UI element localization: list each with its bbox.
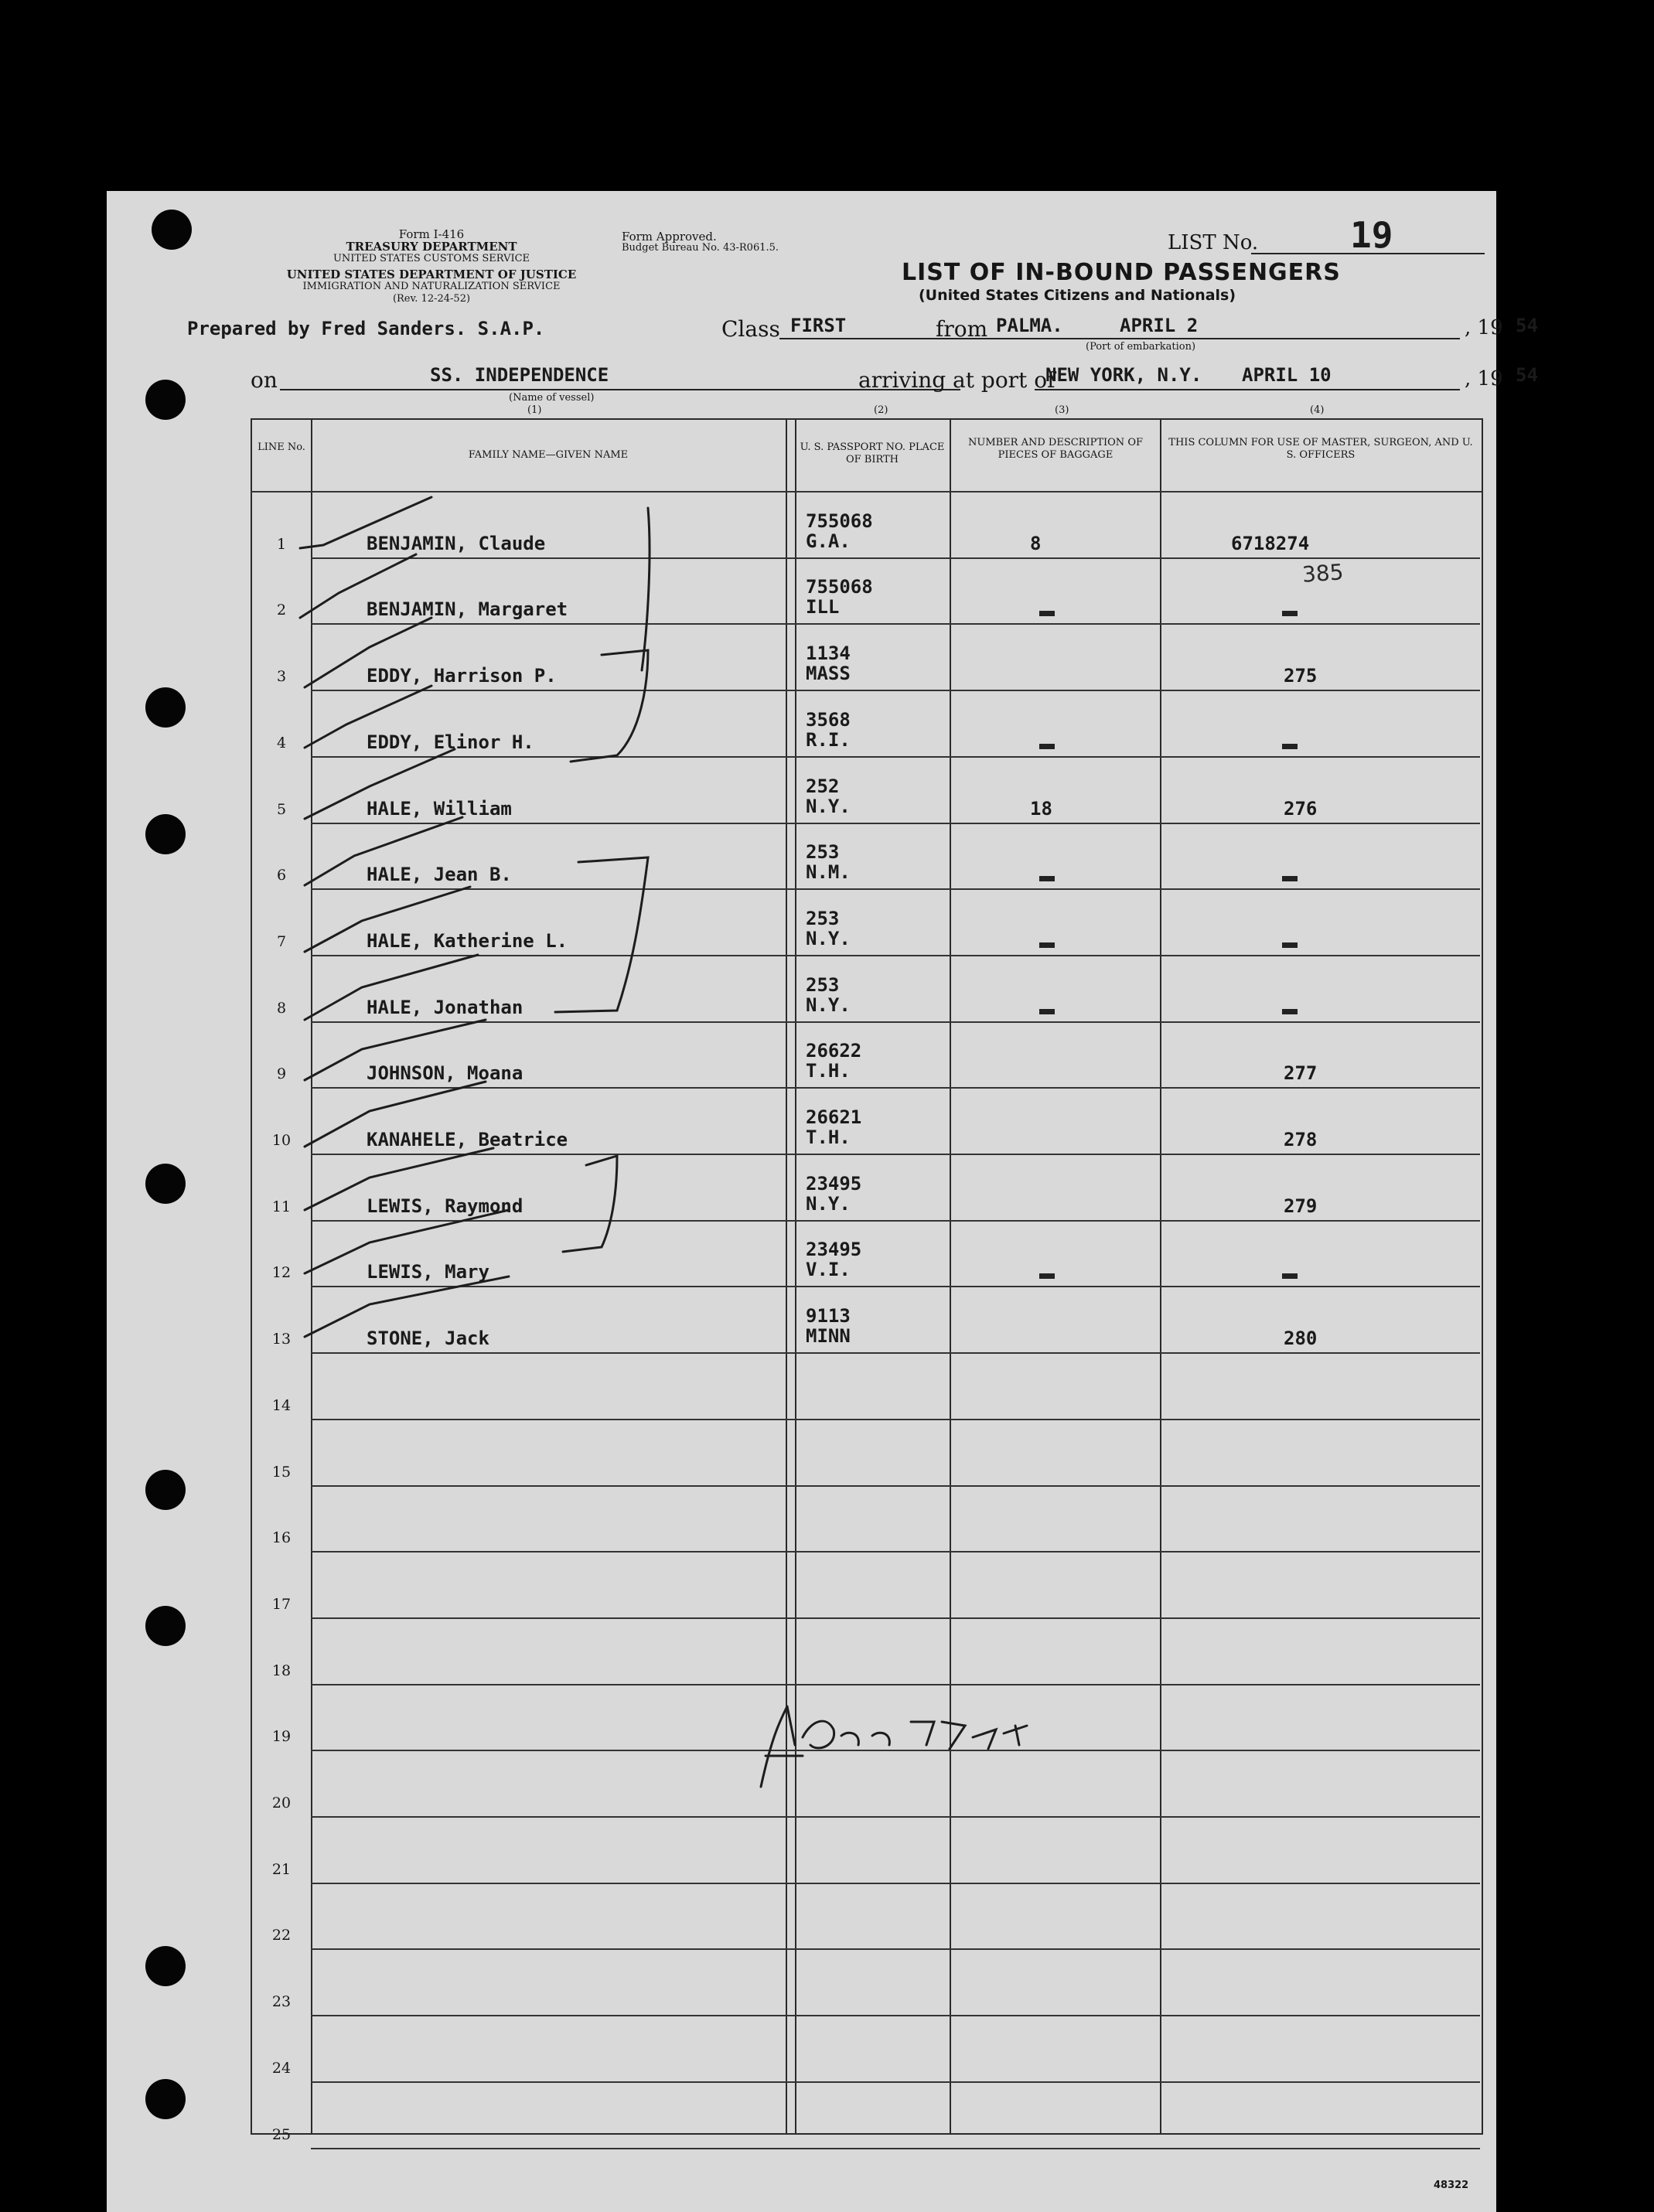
place-of-birth: R.I. <box>806 728 851 751</box>
passenger-name: HALE, William <box>367 797 512 820</box>
place-of-birth: V.I. <box>806 1259 851 1281</box>
passenger-name: BENJAMIN, Margaret <box>367 598 568 621</box>
header-baggage: NUMBER AND DESCRIPTION OF PIECES OF BAGGAGE <box>967 437 1143 461</box>
line-number: 13 <box>271 1331 292 1348</box>
form-revision: (Rev. 12-24-52) <box>392 293 471 305</box>
arrival-port: NEW YORK, N.Y. <box>1045 364 1202 386</box>
passport-number: 23495 <box>806 1172 862 1195</box>
department-justice: UNITED STATES DEPARTMENT OF JUSTICE <box>286 268 577 281</box>
place-of-birth: ILL <box>806 596 840 619</box>
line-number: 24 <box>271 2059 292 2077</box>
document-page <box>107 191 1538 2212</box>
passport-number: 252 <box>806 775 840 797</box>
passenger-name: LEWIS, Raymond <box>367 1195 523 1217</box>
year-1: 54 <box>1516 315 1538 336</box>
from-port: PALMA. <box>996 315 1063 336</box>
passenger-name: BENJAMIN, Claude <box>367 532 546 554</box>
header-passport: U. S. PASSPORT NO. PLACE OF BIRTH <box>800 441 945 465</box>
line-number: 4 <box>276 734 287 752</box>
line-number: 7 <box>276 932 287 950</box>
passport-number: 23495 <box>806 1239 862 1261</box>
handwritten-note-385: 385 <box>1301 559 1345 588</box>
baggage-count: 18 <box>1030 797 1052 820</box>
officers-entry: 275 <box>1284 665 1318 687</box>
officers-entry: 277 <box>1284 1062 1318 1085</box>
line-number: 18 <box>271 1662 292 1679</box>
year-2: 54 <box>1516 364 1538 386</box>
officers-entry: 6718274 <box>1231 532 1310 554</box>
department-treasury: TREASURY DEPARTMENT <box>346 240 517 254</box>
line-number: 11 <box>271 1198 292 1215</box>
form-number: Form I-416 <box>398 227 465 241</box>
passenger-name: STONE, Jack <box>367 1328 489 1350</box>
column-3-marker: (3) <box>1055 404 1069 416</box>
line-number: 22 <box>271 1927 292 1944</box>
port-of-embarkation-label: (Port of embarkation) <box>1086 341 1196 353</box>
place-of-birth: MINN <box>806 1325 851 1348</box>
department-immigration: IMMIGRATION AND NATURALIZATION SERVICE <box>302 281 561 292</box>
budget-bureau-number: Budget Bureau No. 43-R061.5. <box>622 242 779 254</box>
place-of-birth: N.M. <box>806 861 851 884</box>
line-number: 16 <box>271 1529 292 1547</box>
column-4-marker: (4) <box>1310 404 1325 416</box>
arrival-date: APRIL 10 <box>1242 364 1332 386</box>
from-label: from <box>936 316 988 342</box>
passenger-name: EDDY, Elinor H. <box>367 731 534 753</box>
line-number: 21 <box>271 1860 292 1878</box>
form-code: 48322 <box>1434 2180 1469 2191</box>
line-number: 5 <box>276 800 287 818</box>
place-of-birth: G.A. <box>806 530 851 552</box>
line-number: 1 <box>276 535 287 553</box>
class-label: Class <box>721 316 780 342</box>
place-of-birth: N.Y. <box>806 795 851 817</box>
passenger-name: JOHNSON, Moana <box>367 1062 523 1085</box>
line-number: 17 <box>271 1595 292 1613</box>
line-number: 9 <box>276 1065 287 1083</box>
header-officers: THIS COLUMN FOR USE OF MASTER, SURGEON, AND U. S. OFFICERS <box>1168 437 1473 461</box>
header-line-no: LINE No. <box>257 441 305 453</box>
place-of-birth: T.H. <box>806 1060 851 1082</box>
place-of-birth: N.Y. <box>806 927 851 949</box>
passport-number: 755068 <box>806 510 873 532</box>
officers-entry: 276 <box>1284 797 1318 820</box>
place-of-birth: N.Y. <box>806 1192 851 1215</box>
page-subtitle: (United States Citizens and Nationals) <box>919 287 1236 304</box>
line-number: 14 <box>271 1396 292 1414</box>
passenger-name: HALE, Jonathan <box>367 996 523 1018</box>
class-value: FIRST <box>790 315 847 336</box>
officers-entry: 279 <box>1284 1195 1318 1217</box>
handwritten-check-marks <box>107 191 1496 2212</box>
place-of-birth: T.H. <box>806 1126 851 1148</box>
passport-number: 26622 <box>806 1040 862 1062</box>
line-number: 19 <box>271 1728 292 1746</box>
passenger-name: LEWIS, Mary <box>367 1261 489 1283</box>
line-number: 3 <box>276 668 287 686</box>
passport-number: 1134 <box>806 642 851 665</box>
header-name: FAMILY NAME—GIVEN NAME <box>468 449 629 461</box>
line-number: 15 <box>271 1463 292 1481</box>
passport-number: 253 <box>806 973 840 996</box>
baggage-count: 8 <box>1030 532 1042 554</box>
vessel-name: SS. INDEPENDENCE <box>430 364 609 386</box>
line-number: 10 <box>271 1132 292 1149</box>
list-number-label: LIST No. <box>1168 231 1259 254</box>
line-number: 8 <box>276 999 287 1017</box>
passenger-name: HALE, Katherine L. <box>367 929 568 952</box>
year-prefix-1: , 19 <box>1465 316 1503 339</box>
page-title: LIST OF IN-BOUND PASSENGERS <box>902 259 1341 286</box>
arriving-label: arriving at port of <box>858 367 1055 393</box>
form-approved: Form Approved. <box>622 230 717 244</box>
vessel-name-label: (Name of vessel) <box>509 392 595 404</box>
passenger-name: EDDY, Harrison P. <box>367 665 557 687</box>
passenger-name: KANAHELE, Beatrice <box>367 1129 568 1150</box>
line-number: 12 <box>271 1264 292 1282</box>
line-number: 25 <box>271 2125 292 2143</box>
on-label: on <box>251 367 278 393</box>
officers-entry: 280 <box>1284 1328 1318 1350</box>
line-number: 6 <box>276 867 287 884</box>
prepared-by: Prepared by Fred Sanders. S.A.P. <box>187 318 545 339</box>
department-customs: UNITED STATES CUSTOMS SERVICE <box>333 253 530 264</box>
passport-number: 9113 <box>806 1305 851 1328</box>
passenger-name: HALE, Jean B. <box>367 864 512 886</box>
passport-number: 26621 <box>806 1106 862 1128</box>
year-prefix-2: , 19 <box>1465 367 1503 390</box>
passport-number: 253 <box>806 907 840 929</box>
passport-number: 755068 <box>806 576 873 598</box>
line-number: 23 <box>271 1993 292 2011</box>
place-of-birth: MASS <box>806 663 851 685</box>
column-1-marker: (1) <box>527 404 542 416</box>
list-number: 19 <box>1350 214 1393 256</box>
line-number: 20 <box>271 1794 292 1812</box>
line-number: 2 <box>276 602 287 619</box>
place-of-birth: N.Y. <box>806 994 851 1016</box>
from-date: APRIL 2 <box>1120 315 1199 336</box>
passport-number: 3568 <box>806 708 851 731</box>
column-2-marker: (2) <box>874 404 888 416</box>
passport-number: 253 <box>806 841 840 864</box>
officers-entry: 278 <box>1284 1129 1318 1150</box>
